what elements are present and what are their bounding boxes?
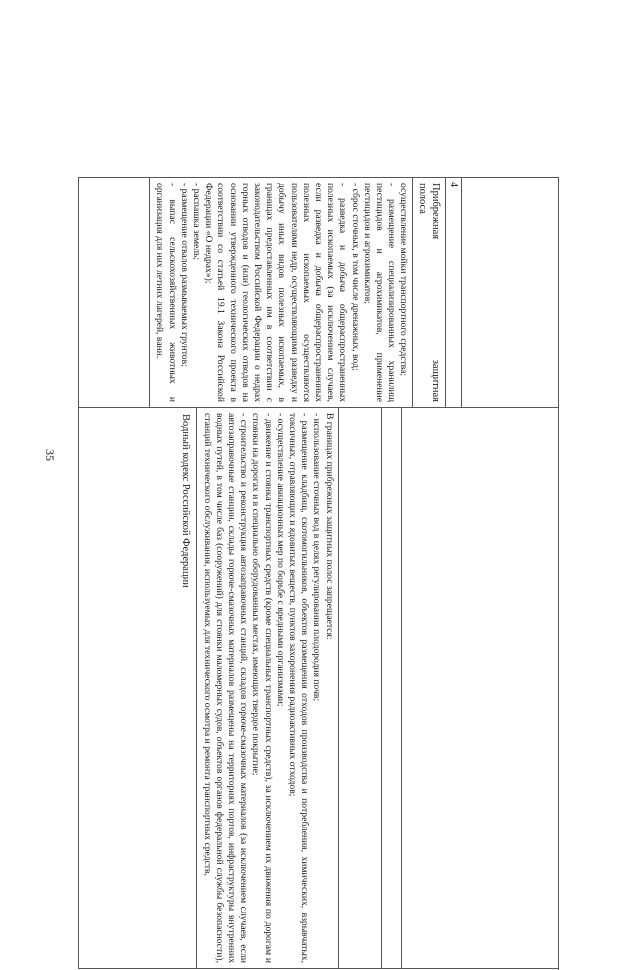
page-number: 35 [43, 449, 57, 461]
zone-name-cell [412, 178, 445, 407]
restriction-line: В границах прибрежных защитных полос запрещается: [323, 413, 335, 640]
table-column-right [78, 408, 558, 969]
restriction-line: - распашка земель; [191, 183, 202, 261]
restrictions-upper-cell [149, 178, 412, 407]
empty-name-cell [338, 408, 381, 968]
restriction-line: - размещение кладбищ, скотомогильников, объектов размещения отходов производства и потребления, химических, взрывчатых, токсичных, отравляющих и ядовитых веществ, пунктов захоронения радиоактивных отходов; [287, 413, 311, 963]
law-cell-upper [78, 178, 149, 407]
row-number-cell [445, 178, 461, 407]
restriction-line: - размещение специализированных хранилищ пестицидов и агрохимикатов, применение пестицидов и агрохимикатов; [361, 183, 398, 402]
zone-name-second: защитная [430, 359, 442, 402]
restrictions-lower-cell [196, 408, 337, 968]
zone-name-third: полоса [417, 183, 429, 214]
restriction-line: - размещение отвалов размываемых грунтов; [178, 183, 190, 367]
restriction-line: - использование сточных вод в целях регулирования плодородия почв; [311, 413, 323, 702]
restriction-line: - осуществление авиационных мер по борьбе с вредными организмами; [274, 413, 286, 707]
restriction-line: - движение и стоянка транспортных средств (кроме специальных транспортных средств), за исключением их движения по дорогам и стоянки на дорогах и в специально оборудованных местах, имеющих твердое покрытие; [250, 413, 274, 963]
law-reference-cell [78, 408, 196, 968]
table-column-left [78, 178, 558, 408]
regulation-table [78, 177, 559, 970]
empty-cell-top [461, 178, 558, 407]
restriction-line: - сброс сточных, в том числе дренажных, вод; [349, 183, 361, 371]
restriction-line: - выпас сельскохозяйственных животных и организация для них летних лагерей, ванн. [154, 183, 178, 402]
empty-cell-top-right [401, 408, 558, 968]
row-number: 4 [448, 182, 460, 187]
restriction-line: осуществление мойки транспортного средства; [398, 183, 410, 377]
restriction-line: - разведка и добыча общераспространенных полезных ископаемых (за исключением случаев, если разведка и добыча общераспространенных полезных ископаемых осуществляются пользователями недр, осуществляющими разведку и добычу иных видов полезных ископаемых, в границах предоставленных им в соответствии с законодательством Российской Федерации о недрах горных отводов и (или) геологических отводов на основании утвержденного технического проекта в соответствии со статьей 19.1 Закона Российской Федерации «О недрах»); [203, 183, 349, 402]
restriction-line: - строительство и реконструкция автозаправочных станций, складов горюче-смазочных материалов (за исключением случаев, если автозаправочные станции, склады горюче-смазочных материалов размещены на территориях портов, инфраструктуры внутренних водных путей, в том числе баз (сооружений) для стоянки маломерных судов, объектов органов федеральной службы безопасности), станций технического обслуживания, используемых для технического осмотра и ремонта транспортных средств, [201, 413, 250, 963]
law-reference: Водный кодекс Российской Федерации [180, 414, 192, 588]
empty-number-cell [381, 408, 401, 968]
zone-name-first: Прибрежная [430, 183, 442, 240]
